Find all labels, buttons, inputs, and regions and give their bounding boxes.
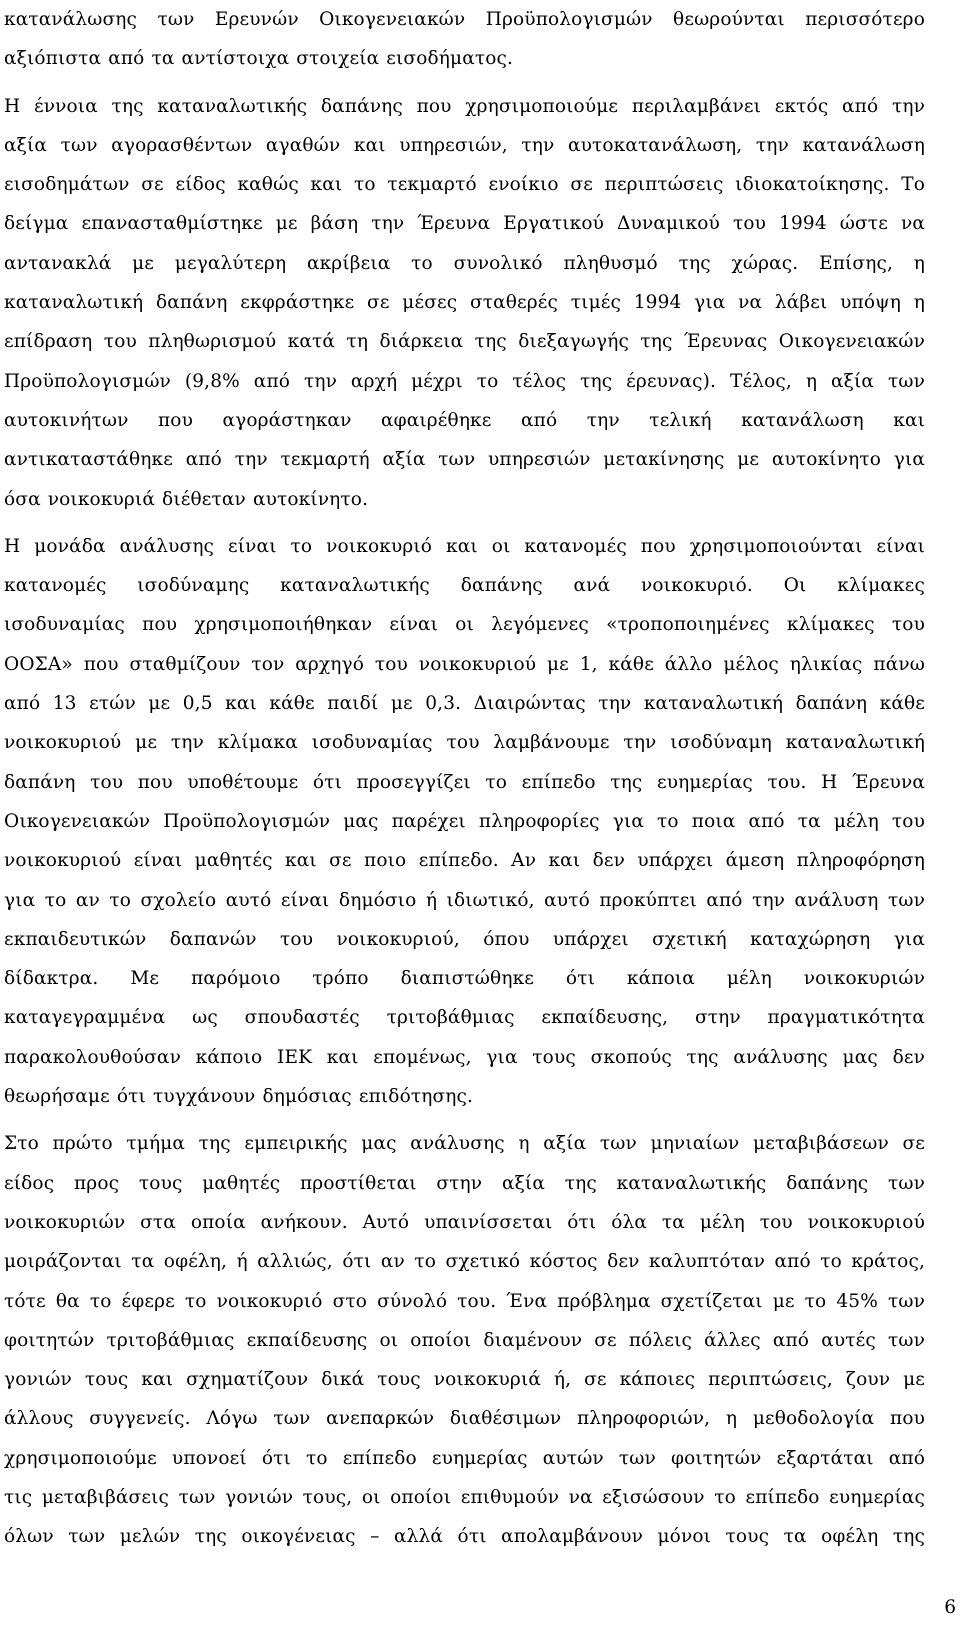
text-line: εισοδημάτων σε είδος καθώς και το τεκμαρτό ενοίκιο σε περιπτώσεις ιδιοκατοίκησης. Το: [4, 174, 925, 196]
text-line: παρακολουθούσαν κάποιο ΙΕΚ και επομένως, για τους σκοπούς της ανάλυσης μας δεν: [4, 1046, 925, 1068]
text-line: αντανακλά με μεγαλύτερη ακρίβεια το συνολικό πληθυσμό της χώρας. Επίσης, η: [4, 252, 925, 274]
text-line: εκπαιδευτικών δαπανών του νοικοκυριού, όπου υπάρχει σχετική καταχώρηση για: [4, 928, 925, 950]
text-line: χρησιμοποιούμε υπονοεί ότι το επίπεδο ευημερίας αυτών των φοιτητών εξαρτάται από: [4, 1447, 925, 1469]
document-page: [4, 0, 925, 1557]
text-line: αξιόπιστα από τα αντίστοιχα στοιχεία εισοδήματος.: [4, 48, 514, 70]
text-line: τότε θα το έφερε το νοικοκυριό στο σύνολό του. Ένα πρόβλημα σχετίζεται με το 45% των: [4, 1290, 925, 1312]
paragraph-gap: [4, 1116, 925, 1124]
text-line: άλλους συγγενείς. Λόγω των ανεπαρκών διαθέσιμων πληροφοριών, η μεθοδολογία που: [4, 1408, 925, 1430]
text-line: νοικοκυριών στα οποία ανήκουν. Αυτό υπαινίσσεται ότι όλα τα μέλη του νοικοκυριού: [4, 1211, 925, 1233]
paragraph-3: [4, 527, 925, 1116]
text-line: αντικαταστάθηκε από την τεκμαρτή αξία των υπηρεσιών μετακίνησης με αυτοκίνητο για: [4, 449, 925, 471]
text-line: καταγεγραμμένα ως σπουδαστές τριτοβάθμιας εκπαίδευσης, στην πραγματικότητα: [4, 1007, 925, 1029]
paragraph-1: [4, 0, 925, 79]
text-line: Οικογενειακών Προϋπολογισμών μας παρέχει πληροφορίες για το ποια από τα μέλη του: [4, 810, 925, 832]
paragraph-gap: [4, 79, 925, 87]
text-line: μοιράζονται τα οφέλη, ή αλλιώς, ότι αν το σχετικό κόστος δεν καλυπτόταν από το κράτος,: [4, 1251, 925, 1273]
text-line: δαπάνη του που υποθέτουμε ότι προσεγγίζει το επίπεδο της ευημερίας του. Η Έρευνα: [4, 771, 925, 793]
text-line: είδος προς τους μαθητές προστίθεται στην αξία της καταναλωτικής δαπάνης των: [4, 1172, 925, 1194]
text-line: δίδακτρα. Με παρόμοιο τρόπο διαπιστώθηκε ότι κάποια μέλη νοικοκυριών: [4, 968, 925, 990]
text-line: τις μεταβιβάσεις των γονιών τους, οι οποίοι επιθυμούν να εξισώσουν το επίπεδο ευημερίας: [4, 1486, 925, 1508]
page-number: 6: [944, 1597, 956, 1618]
text-line: Προϋπολογισμών (9,8% από την αρχή μέχρι το τέλος της έρευνας). Τέλος, η αξία των: [4, 370, 925, 392]
paragraph-gap: [4, 519, 925, 527]
text-line: Η μονάδα ανάλυσης είναι το νοικοκυριό και οι κατανομές που χρησιμοποιούνται είναι: [4, 535, 925, 557]
text-line: Η έννοια της καταναλωτικής δαπάνης που χρησιμοποιούμε περιλαμβάνει εκτός από την: [4, 95, 925, 117]
text-line: καταναλωτική δαπάνη εκφράστηκε σε μέσες σταθερές τιμές 1994 για να λάβει υπόψη η: [4, 292, 925, 314]
text-line: Στο πρώτο τμήμα της εμπειρικής μας ανάλυσης η αξία των μηνιαίων μεταβιβάσεων σε: [4, 1133, 925, 1155]
text-line: νοικοκυριού είναι μαθητές και σε ποιο επίπεδο. Αν και δεν υπάρχει άμεση πληροφόρηση: [4, 850, 925, 872]
text-line: ισοδυναμίας που χρησιμοποιήθηκαν είναι οι λεγόμενες «τροποποιημένες κλίμακες του: [4, 614, 925, 636]
text-line: από 13 ετών με 0,5 και κάθε παιδί με 0,3. Διαιρώντας την καταναλωτική δαπάνη κάθε: [4, 693, 925, 715]
text-line: θεωρήσαμε ότι τυγχάνουν δημόσιας επιδότησης.: [4, 1086, 474, 1108]
text-line: κατανομές ισοδύναμης καταναλωτικής δαπάνης ανά νοικοκυριό. Οι κλίμακες: [4, 575, 925, 597]
text-line: αυτοκινήτων που αγοράστηκαν αφαιρέθηκε από την τελική κατανάλωση και: [4, 409, 925, 431]
text-line: κατανάλωσης των Ερευνών Οικογενειακών Προϋπολογισμών θεωρούνται περισσότερο: [4, 9, 925, 30]
text-line: επίδραση του πληθωρισμού κατά τη διάρκεια της διεξαγωγής της Έρευνας Οικογενειακών: [4, 331, 925, 353]
text-line: ΟΟΣΑ» που σταθμίζουν τον αρχηγό του νοικοκυριού με 1, κάθε άλλο μέλος ηλικίας πάνω: [4, 653, 925, 675]
text-line: όλων των μελών της οικογένειας – αλλά ότι απολαμβάνουν μόνοι τους τα οφέλη της: [4, 1526, 925, 1548]
text-line: όσα νοικοκυριά διέθεταν αυτοκίνητο.: [4, 488, 369, 510]
paragraph-2: [4, 87, 925, 519]
text-line: γονιών τους και σχηματίζουν δικά τους νοικοκυριά ή, σε κάποιες περιπτώσεις, ζουν με: [4, 1369, 925, 1391]
text-line: νοικοκυριού με την κλίμακα ισοδυναμίας του λαμβάνουμε την ισοδύναμη καταναλωτική: [4, 732, 925, 754]
text-line: φοιτητών τριτοβάθμιας εκπαίδευσης οι οποίοι διαμένουν σε πόλεις άλλες από αυτές των: [4, 1329, 925, 1351]
paragraph-4: [4, 1124, 925, 1556]
text-line: αξία των αγορασθέντων αγαθών και υπηρεσιών, την αυτοκατανάλωση, την κατανάλωση: [4, 134, 925, 156]
text-line: για το αν το σχολείο αυτό είναι δημόσιο ή ιδιωτικό, αυτό προκύπτει από την ανάλυση των: [4, 889, 925, 911]
text-line: δείγμα επανασταθμίστηκε με βάση την Έρευνα Εργατικού Δυναμικού του 1994 ώστε να: [4, 213, 925, 235]
